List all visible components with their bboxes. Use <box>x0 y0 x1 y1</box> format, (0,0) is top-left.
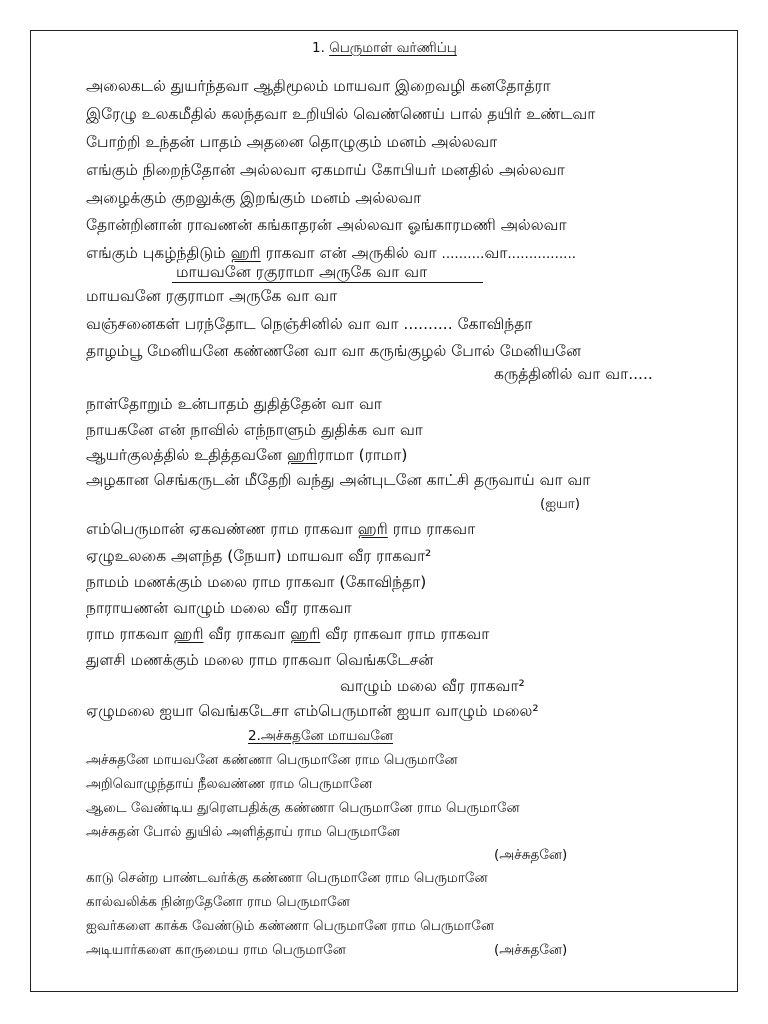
verse-text: வா <box>484 244 508 262</box>
verse-line: நாயகனே என் நாவில் எந்நாளும் துதிக்க வா வா <box>86 421 423 439</box>
hari-word: ஹரி <box>357 520 388 538</box>
verse-line: அச்சுதனே மாயவனே கண்ணா பெருமானே ராம பெருமானே <box>86 752 458 768</box>
verse-line: கருத்தினில் வா வா..... <box>494 365 653 383</box>
verse-line: இரேழு உலகமீதில் கலந்தவா உறியில் வெண்ணெய் பால் தயிர் உண்டவா <box>86 105 596 123</box>
verse-line: நாள்தோறும் உன்பாதம் துதித்தேன் வா வா <box>86 395 382 413</box>
ellipsis: .......... <box>441 246 485 262</box>
verse-line: மாயவனே ரகுராமா அருகே வா வா <box>86 287 338 305</box>
response-aiya: (ஐயா) <box>540 496 580 512</box>
ellipsis: ................ <box>507 246 577 262</box>
verse-text: ராமா (ராமா) <box>317 446 408 464</box>
hari-word: ஹரி <box>286 446 318 464</box>
section1-heading <box>312 38 457 58</box>
verse-text: வீர ராகவா <box>203 625 291 643</box>
refrain-underline <box>172 282 483 283</box>
verse-text: எம்பெருமான் ஏகவண்ண ராம ராகவா <box>86 520 358 538</box>
verse-text: வீர ராகவா ராம ராகவா <box>320 625 490 643</box>
verse-line: அறிவொழுந்தாய் நீலவண்ண ராம பெருமானே <box>86 776 373 792</box>
verse-line: நாராயணன் வாழும் மலை வீர ராகவா <box>86 599 352 617</box>
verse-line: வஞ்சனைகள் பரந்தோட நெஞ்சினில் வா வா .......... கோவிந்தா <box>86 315 533 333</box>
verse-line: நாமம் மணக்கும் மலை ராம ராகவா (கோவிந்தா) <box>86 573 427 591</box>
verse-text: ராகவா என் அருகில் வா <box>260 244 442 262</box>
verse-line: அலைகடல் துயர்ந்தவா ஆதிமூலம் மாயவா இறைவழி கனதோத்ரா <box>86 77 551 95</box>
hari-word: ஹரி <box>230 244 261 262</box>
verse-line: ஏழுஉலகை அளந்த (நேயா) மாயவா வீர ராகவா² <box>86 547 432 565</box>
verse-line: வாழும் மலை வீர ராகவா² <box>340 677 525 695</box>
verse-line <box>86 624 489 644</box>
verse-line: அச்சுதன் போல் துயில் அளித்தாய் ராம பெருமானே <box>86 824 400 840</box>
verse-line: அழகான செங்கருடன் மீதேறி வந்து அன்புடனே காட்சி தருவாய் வா வா <box>86 471 591 489</box>
section1-title: பெருமாள் வர்ணிப்பு <box>329 40 457 56</box>
verse-text: எங்கும் புகழ்ந்திடும் <box>86 244 231 262</box>
verse-line: அடியார்களை காருமைய ராம பெருமானே <box>86 942 346 958</box>
response-achuthane: (அச்சுதனே) <box>494 942 568 958</box>
verse-text: ராம ராகவா <box>387 520 476 538</box>
verse-line: போற்றி உந்தன் பாதம் அதனை தொழுகும் மனம் அல்லவா <box>86 133 498 151</box>
verse-line: எங்கும் நிறைந்தோன் அல்லவா ஏகமாய் கோபியர் மனதில் அல்லவா <box>86 161 565 179</box>
verse-text: ராம ராகவா <box>86 625 174 643</box>
verse-line: ஏழுமலை ஐயா வெங்கடேசா எம்பெருமான் ஐயா வாழும் மலை² <box>86 702 539 720</box>
verse-line: தாழம்பூ மேனியனே கண்ணனே வா வா கருங்குழல் போல் மேனியனே <box>86 342 582 360</box>
verse-line <box>86 519 475 539</box>
refrain-title: மாயவனே ரகுராமா அருகே வா வா <box>176 263 428 281</box>
section2-heading: 2.அச்சுதனே மாயவனே <box>248 728 394 744</box>
verse-line <box>86 445 407 465</box>
verse-line: ஆடை வேண்டிய துரௌபதிக்கு கண்ணா பெருமானே ராம பெருமானே <box>86 800 520 816</box>
verse-line: ஐவர்களை காக்க வேண்டும் கண்ணா பெருமானே ராம பெருமானே <box>86 918 494 934</box>
verse-line: தோன்றினான் ராவணன் கங்காதரன் அல்லவா ஓங்காரமணி அல்லவா <box>86 216 567 234</box>
response-achuthane: (அச்சுதனே) <box>494 847 568 863</box>
verse-text: ஆயர்குலத்தில் உதித்தவனே <box>86 446 287 464</box>
section1-number: 1. <box>312 40 325 56</box>
verse-line: காடு சென்ற பாண்டவர்க்கு கண்ணா பெருமானே ராம பெருமானே <box>86 870 488 886</box>
verse-line: அழைக்கும் குறலுக்கு இறங்கும் மனம் அல்லவா <box>86 189 422 207</box>
verse-line: கால்வலிக்க நின்றதேனோ ராம பெருமானே <box>86 894 350 910</box>
hari-word: ஹரி <box>173 625 204 643</box>
verse-line <box>86 243 576 264</box>
verse-line: துளசி மணக்கும் மலை ராம ராகவா வெங்கடேசன் <box>86 651 434 669</box>
hari-word: ஹரி <box>290 625 321 643</box>
